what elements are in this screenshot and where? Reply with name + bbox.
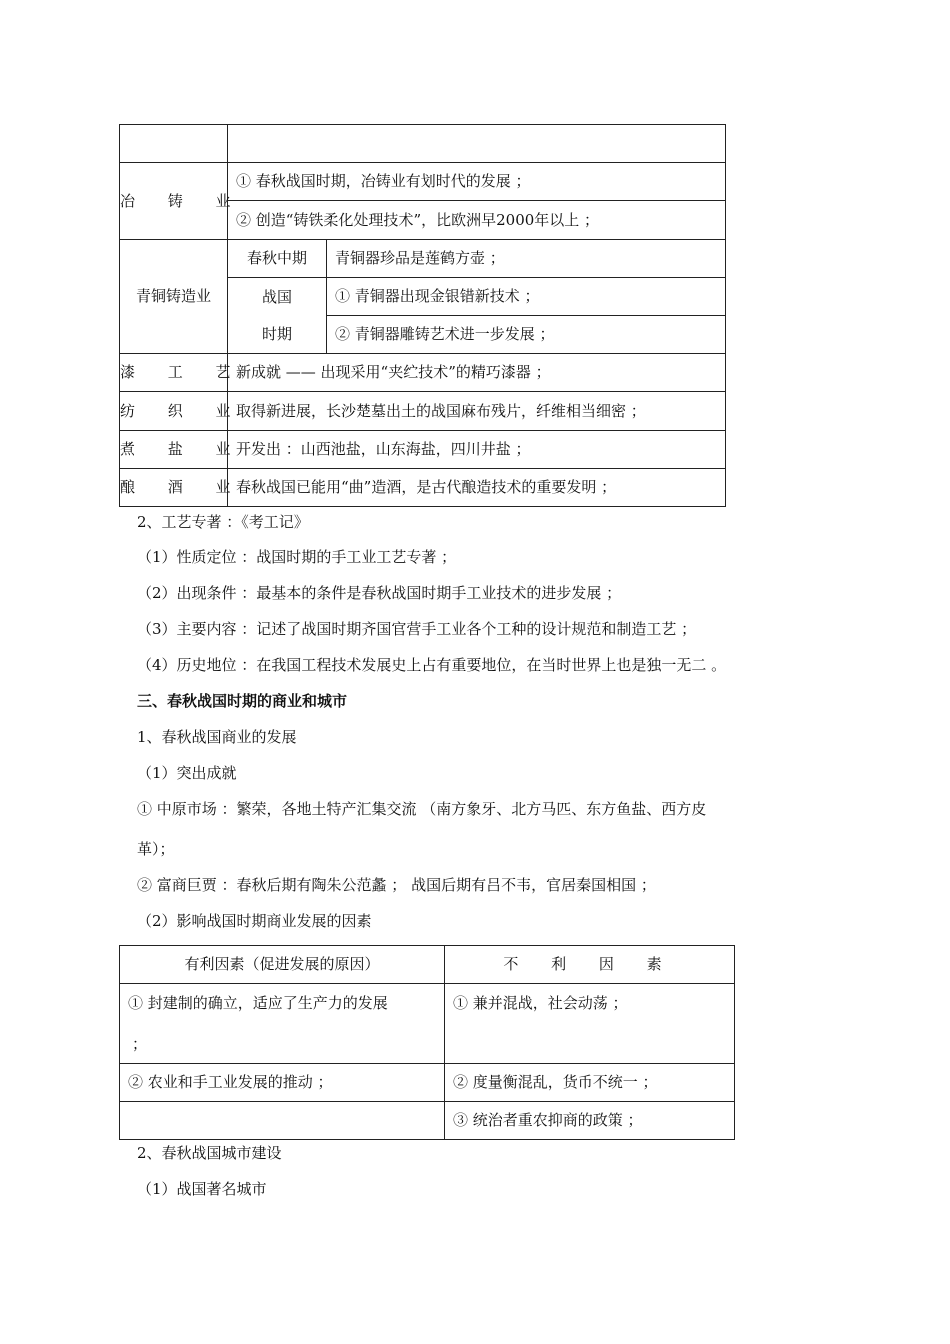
row-label: 漆 工 艺	[120, 354, 228, 392]
cell-line: ① 封建制的确立，适应了生产力的发展	[128, 994, 388, 1012]
row-label: 煮 盐 业	[120, 431, 228, 469]
row-text: 春秋战国已能用“曲”造酒，是古代酿造技术的重要发明 ；	[228, 469, 726, 507]
row-label: 青铜铸造业	[120, 240, 228, 354]
list-item: （4）历史地位 ：在我国工程技术发展史上占有重要地位，在当时世界上也是独一无二 。	[137, 656, 727, 674]
paragraph-line: 革）；	[137, 840, 175, 858]
row-text: 开发出 ：山西池盐，山东海盐，四川井盐 ；	[228, 431, 726, 469]
list-item: （1）性质定位 ：战国时期的手工业工艺专著 ；	[137, 548, 457, 566]
period-label	[228, 278, 327, 354]
table-cell: ② 度量衡混乱，货币不统一 ；	[445, 1064, 735, 1102]
subsection-heading: 2、春秋战国城市建设	[137, 1144, 282, 1162]
paragraph: ② 富商巨贾 ：春秋后期有陶朱公范蠡 ； 战国后期有吕不韦，官居秦国相国 ；	[137, 876, 656, 894]
table-cell: ① 兼并混战，社会动荡 ；	[445, 984, 735, 1064]
list-item: （1）战国著名城市	[137, 1180, 267, 1198]
empty-cell	[120, 125, 228, 163]
column-header: 有利因素（促进发展的原因）	[120, 946, 445, 984]
subsection-heading: 1、春秋战国商业的发展	[137, 728, 297, 746]
row-item: ① 春秋战国时期，冶铸业有划时代的发展 ；	[228, 163, 726, 201]
column-header: 不 利 因 素	[445, 946, 735, 984]
list-item: （3）主要内容 ：记述了战国时期齐国官营手工业各个工种的设计规范和制造工艺 ；	[137, 620, 697, 638]
row-item: ② 青铜器雕铸艺术进一步发展 ；	[327, 316, 726, 354]
section-title: 三、春秋战国时期的商业和城市	[137, 692, 348, 710]
crafts-table	[119, 124, 726, 507]
row-text: 新成就 —— 出现采用“夹纻技术”的精巧漆器 ；	[228, 354, 726, 392]
section-heading: 2、工艺专著 ：《考工记》	[137, 513, 309, 531]
row-item: 青铜器珍品是莲鹤方壶 ；	[327, 240, 726, 278]
table-cell	[120, 984, 445, 1064]
list-item: （2）出现条件 ：最基本的条件是春秋战国时期手工业技术的进步发展 ；	[137, 584, 622, 602]
list-item: （2）影响战国时期商业发展的因素	[137, 912, 372, 930]
period-label: 春秋中期	[228, 240, 327, 278]
list-item: （1）突出成就	[137, 764, 237, 782]
empty-cell	[228, 125, 726, 163]
row-text: 取得新进展，长沙楚墓出土的战国麻布残片，纤维相当细密 ；	[228, 392, 726, 431]
paragraph-line: ① 中原市场 ：繁荣，各地土特产汇集交流 （南方象牙、北方马匹、东方鱼盐、西方皮	[137, 800, 707, 818]
row-label: 冶 铸 业	[120, 163, 228, 240]
factors-table	[119, 945, 735, 1140]
period-line: 时期	[261, 324, 292, 343]
row-label: 纺 织 业	[120, 392, 228, 431]
row-item: ② 创造“铸铁柔化处理技术”，比欧洲早2000年以上 ；	[228, 201, 726, 240]
row-item: ① 青铜器出现金银错新技术 ；	[327, 278, 726, 316]
cell-line: ；	[132, 1035, 148, 1053]
table-cell: ② 农业和手工业发展的推动 ；	[120, 1064, 445, 1102]
period-line: 战国	[261, 287, 292, 306]
row-label: 酿 酒 业	[120, 469, 228, 507]
table-cell: ③ 统治者重农抑商的政策 ；	[445, 1102, 735, 1140]
table-cell	[120, 1102, 445, 1140]
